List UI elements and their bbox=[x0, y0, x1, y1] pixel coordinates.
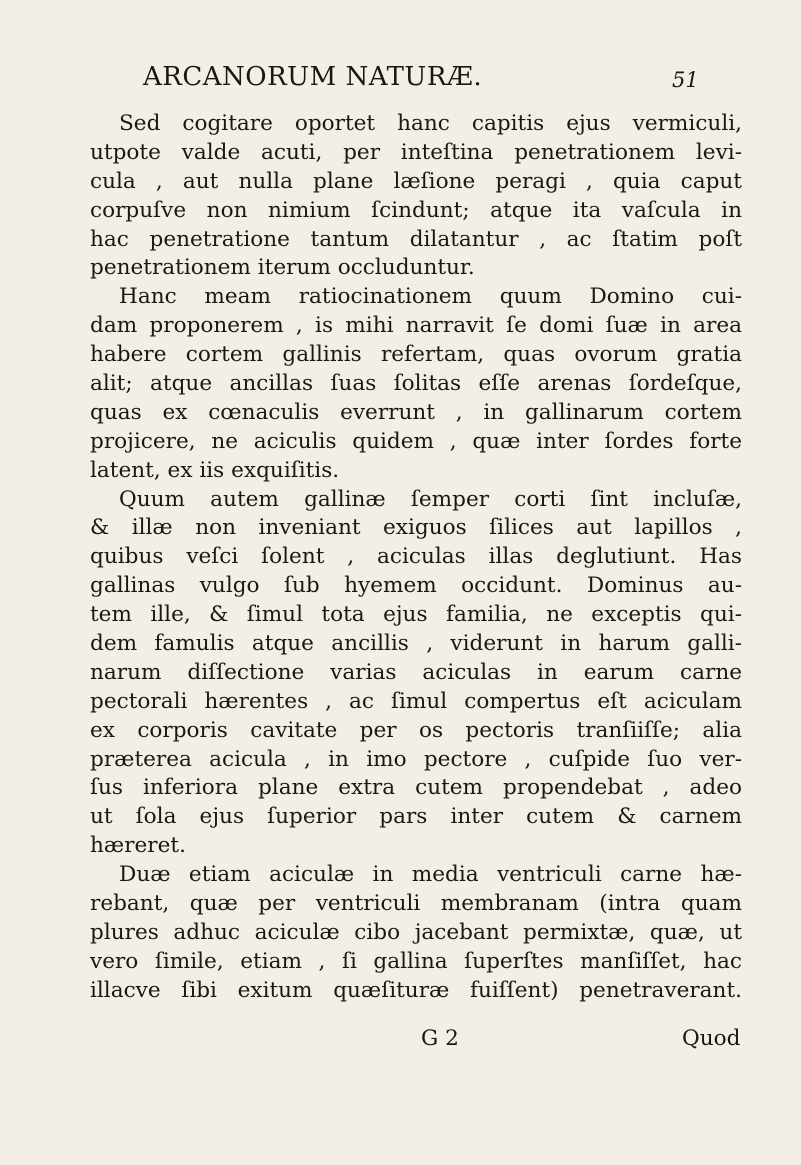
text-line: Hanc meam ratiocinationem quum Domino cui- bbox=[119, 284, 742, 310]
running-title: ARCANORUM NATURÆ. bbox=[143, 62, 483, 92]
running-head bbox=[0, 62, 801, 98]
paragraph-4 bbox=[90, 861, 742, 1005]
signature-mark: G 2 bbox=[421, 1026, 459, 1051]
catchword: Quod bbox=[682, 1026, 741, 1051]
text-line: projicere, ne aciculis quidem , quæ inter ſordes forte bbox=[90, 428, 742, 454]
text-line: ex corporis cavitate per os pectoris tranſiiſſe; alia bbox=[90, 717, 742, 743]
text-line: utpote valde acuti, per inteſtina penetrationem levi- bbox=[90, 139, 742, 165]
text-line: ſus inferiora plane extra cutem propendebat , adeo bbox=[90, 775, 742, 801]
text-line: dam proponerem , is mihi narravit ſe domi ſuæ in area bbox=[90, 313, 742, 339]
text-line: hæreret. bbox=[90, 833, 186, 859]
text-line: plures adhuc aciculæ cibo jacebant permixtæ, quæ, ut bbox=[90, 919, 742, 945]
paragraph-3 bbox=[90, 486, 742, 862]
text-line: rebant, quæ per ventriculi membranam (intra quam bbox=[90, 891, 742, 917]
text-line: gallinas vulgo ſub hyemem occidunt. Dominus au- bbox=[90, 573, 742, 599]
page-number: 51 bbox=[672, 68, 699, 92]
text-line: tem ille, & ſimul tota ejus familia, ne exceptis qui- bbox=[90, 602, 742, 628]
paragraph-2 bbox=[90, 283, 742, 485]
text-line: & illæ non inveniant exiguos ſilices aut lapillos , bbox=[90, 515, 742, 541]
signature-line bbox=[0, 1026, 801, 1056]
text-line: Quum autem gallinæ ſemper corti ſint incluſæ, bbox=[119, 486, 742, 512]
paragraph-1 bbox=[90, 110, 742, 283]
text-line: Duæ etiam aciculæ in media ventriculi carne hæ- bbox=[119, 862, 742, 888]
text-line: illacve ſibi exitum quæſituræ fuiſſent) penetraverant. bbox=[90, 977, 742, 1003]
text-line: dem famulis atque ancillis , viderunt in harum galli- bbox=[90, 631, 742, 657]
body-text bbox=[90, 110, 742, 1006]
text-line: corpuſve non nimium ſcindunt; atque ita vaſcula in bbox=[90, 197, 742, 223]
text-line: latent, ex iis exquiſitis. bbox=[90, 457, 340, 483]
text-line: præterea acicula , in imo pectore , cuſpide ſuo ver- bbox=[90, 746, 742, 772]
text-line: hac penetratione tantum dilatantur , ac ſtatim poſt bbox=[90, 226, 742, 252]
text-line: vero ſimile, etiam , ſi gallina ſuperſtes manſiſſet, hac bbox=[90, 948, 742, 974]
text-line: pectorali hærentes , ac ſimul compertus eſt aciculam bbox=[90, 688, 742, 714]
text-line: ut ſola ejus ſuperior pars inter cutem & carnem bbox=[90, 804, 742, 830]
text-line: Sed cogitare oportet hanc capitis ejus vermiculi, bbox=[119, 111, 742, 136]
text-line: narum diſſectione varias aciculas in earum carne bbox=[90, 659, 742, 685]
text-line: quibus veſci ſolent , aciculas illas deglutiunt. Has bbox=[90, 544, 742, 570]
text-line: habere cortem gallinis refertam, quas ovorum gratia bbox=[90, 342, 742, 368]
text-line: penetrationem iterum occluduntur. bbox=[90, 255, 475, 281]
text-line: alit; atque ancillas ſuas ſolitas eſſe arenas ſordeſque, bbox=[90, 371, 742, 397]
text-line: quas ex cœnaculis everrunt , in gallinarum cortem bbox=[90, 399, 742, 425]
text-line: cula , aut nulla plane læſione peragi , quia caput bbox=[90, 168, 742, 194]
